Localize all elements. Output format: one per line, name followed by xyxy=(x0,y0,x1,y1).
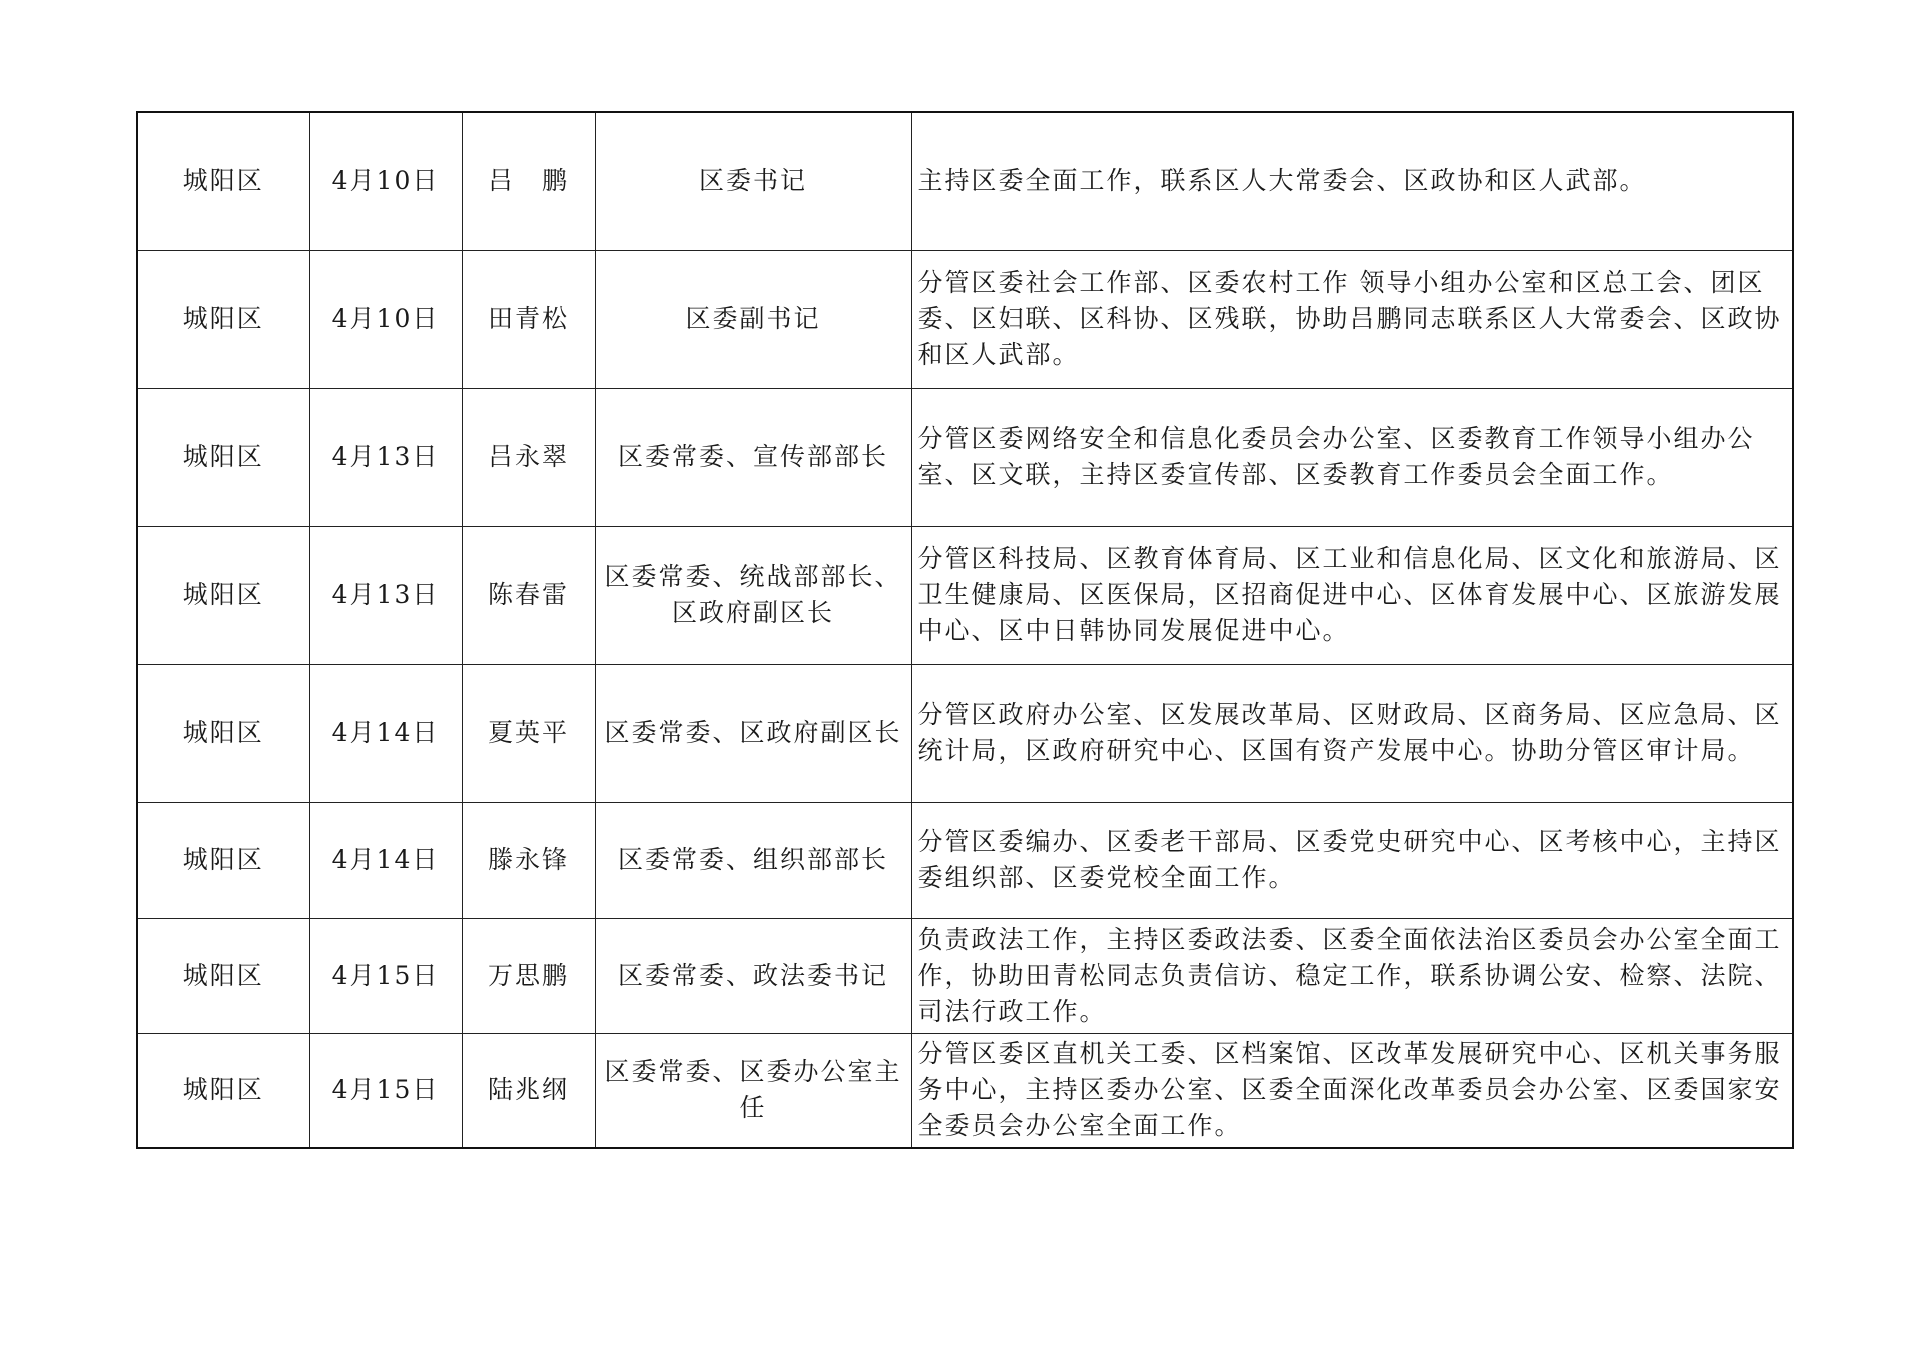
district-cell: 城阳区 xyxy=(137,526,309,664)
duties-cell: 分管区委网络安全和信息化委员会办公室、区委教育工作领导小组办公室、区文联，主持区委宣传部、区委教育工作委员会全面工作。 xyxy=(911,388,1793,526)
title-cell: 区委书记 xyxy=(595,112,911,250)
district-cell: 城阳区 xyxy=(137,112,309,250)
name-cell: 田青松 xyxy=(462,250,595,388)
district-cell: 城阳区 xyxy=(137,1033,309,1148)
title-cell: 区委副书记 xyxy=(595,250,911,388)
title-cell: 区委常委、区委办公室主任 xyxy=(595,1033,911,1148)
name-cell: 夏英平 xyxy=(462,664,595,802)
table-row xyxy=(137,388,1793,526)
date-cell: 4月10日 xyxy=(309,112,462,250)
date-cell: 4月13日 xyxy=(309,388,462,526)
duties-cell: 主持区委全面工作，联系区人大常委会、区政协和区人武部。 xyxy=(911,112,1793,250)
table-row xyxy=(137,1033,1793,1148)
name-cell: 陆兆纲 xyxy=(462,1033,595,1148)
district-cell: 城阳区 xyxy=(137,388,309,526)
name-cell: 万思鹏 xyxy=(462,918,595,1033)
title-cell: 区委常委、统战部部长、区政府副区长 xyxy=(595,526,911,664)
district-cell: 城阳区 xyxy=(137,250,309,388)
date-cell: 4月15日 xyxy=(309,918,462,1033)
duties-cell: 负责政法工作，主持区委政法委、区委全面依法治区委员会办公室全面工作，协助田青松同志负责信访、稳定工作，联系协调公安、检察、法院、司法行政工作。 xyxy=(911,918,1793,1033)
leader-duties-table xyxy=(136,111,1794,1149)
date-cell: 4月14日 xyxy=(309,802,462,918)
duties-cell: 分管区委社会工作部、区委农村工作 领导小组办公室和区总工会、团区委、区妇联、区科协、区残联，协助吕鹏同志联系区人大常委会、区政协和区人武部。 xyxy=(911,250,1793,388)
date-cell: 4月13日 xyxy=(309,526,462,664)
table-row xyxy=(137,802,1793,918)
district-cell: 城阳区 xyxy=(137,802,309,918)
name-cell: 吕 鹏 xyxy=(462,112,595,250)
table-row xyxy=(137,918,1793,1033)
table-body xyxy=(137,112,1793,1148)
table-row xyxy=(137,112,1793,250)
name-cell: 滕永锋 xyxy=(462,802,595,918)
name-cell: 陈春雷 xyxy=(462,526,595,664)
duties-cell: 分管区政府办公室、区发展改革局、区财政局、区商务局、区应急局、区统计局，区政府研究中心、区国有资产发展中心。协助分管区审计局。 xyxy=(911,664,1793,802)
title-cell: 区委常委、宣传部部长 xyxy=(595,388,911,526)
duties-cell: 分管区委区直机关工委、区档案馆、区改革发展研究中心、区机关事务服务中心，主持区委办公室、区委全面深化改革委员会办公室、区委国家安全委员会办公室全面工作。 xyxy=(911,1033,1793,1148)
date-cell: 4月15日 xyxy=(309,1033,462,1148)
title-cell: 区委常委、政法委书记 xyxy=(595,918,911,1033)
duties-cell: 分管区科技局、区教育体育局、区工业和信息化局、区文化和旅游局、区卫生健康局、区医保局，区招商促进中心、区体育发展中心、区旅游发展中心、区中日韩协同发展促进中心。 xyxy=(911,526,1793,664)
title-cell: 区委常委、组织部部长 xyxy=(595,802,911,918)
district-cell: 城阳区 xyxy=(137,918,309,1033)
table-row xyxy=(137,250,1793,388)
date-cell: 4月14日 xyxy=(309,664,462,802)
date-cell: 4月10日 xyxy=(309,250,462,388)
duties-cell: 分管区委编办、区委老干部局、区委党史研究中心、区考核中心，主持区委组织部、区委党校全面工作。 xyxy=(911,802,1793,918)
district-cell: 城阳区 xyxy=(137,664,309,802)
table-row xyxy=(137,526,1793,664)
table-row xyxy=(137,664,1793,802)
title-cell: 区委常委、区政府副区长 xyxy=(595,664,911,802)
name-cell: 吕永翠 xyxy=(462,388,595,526)
